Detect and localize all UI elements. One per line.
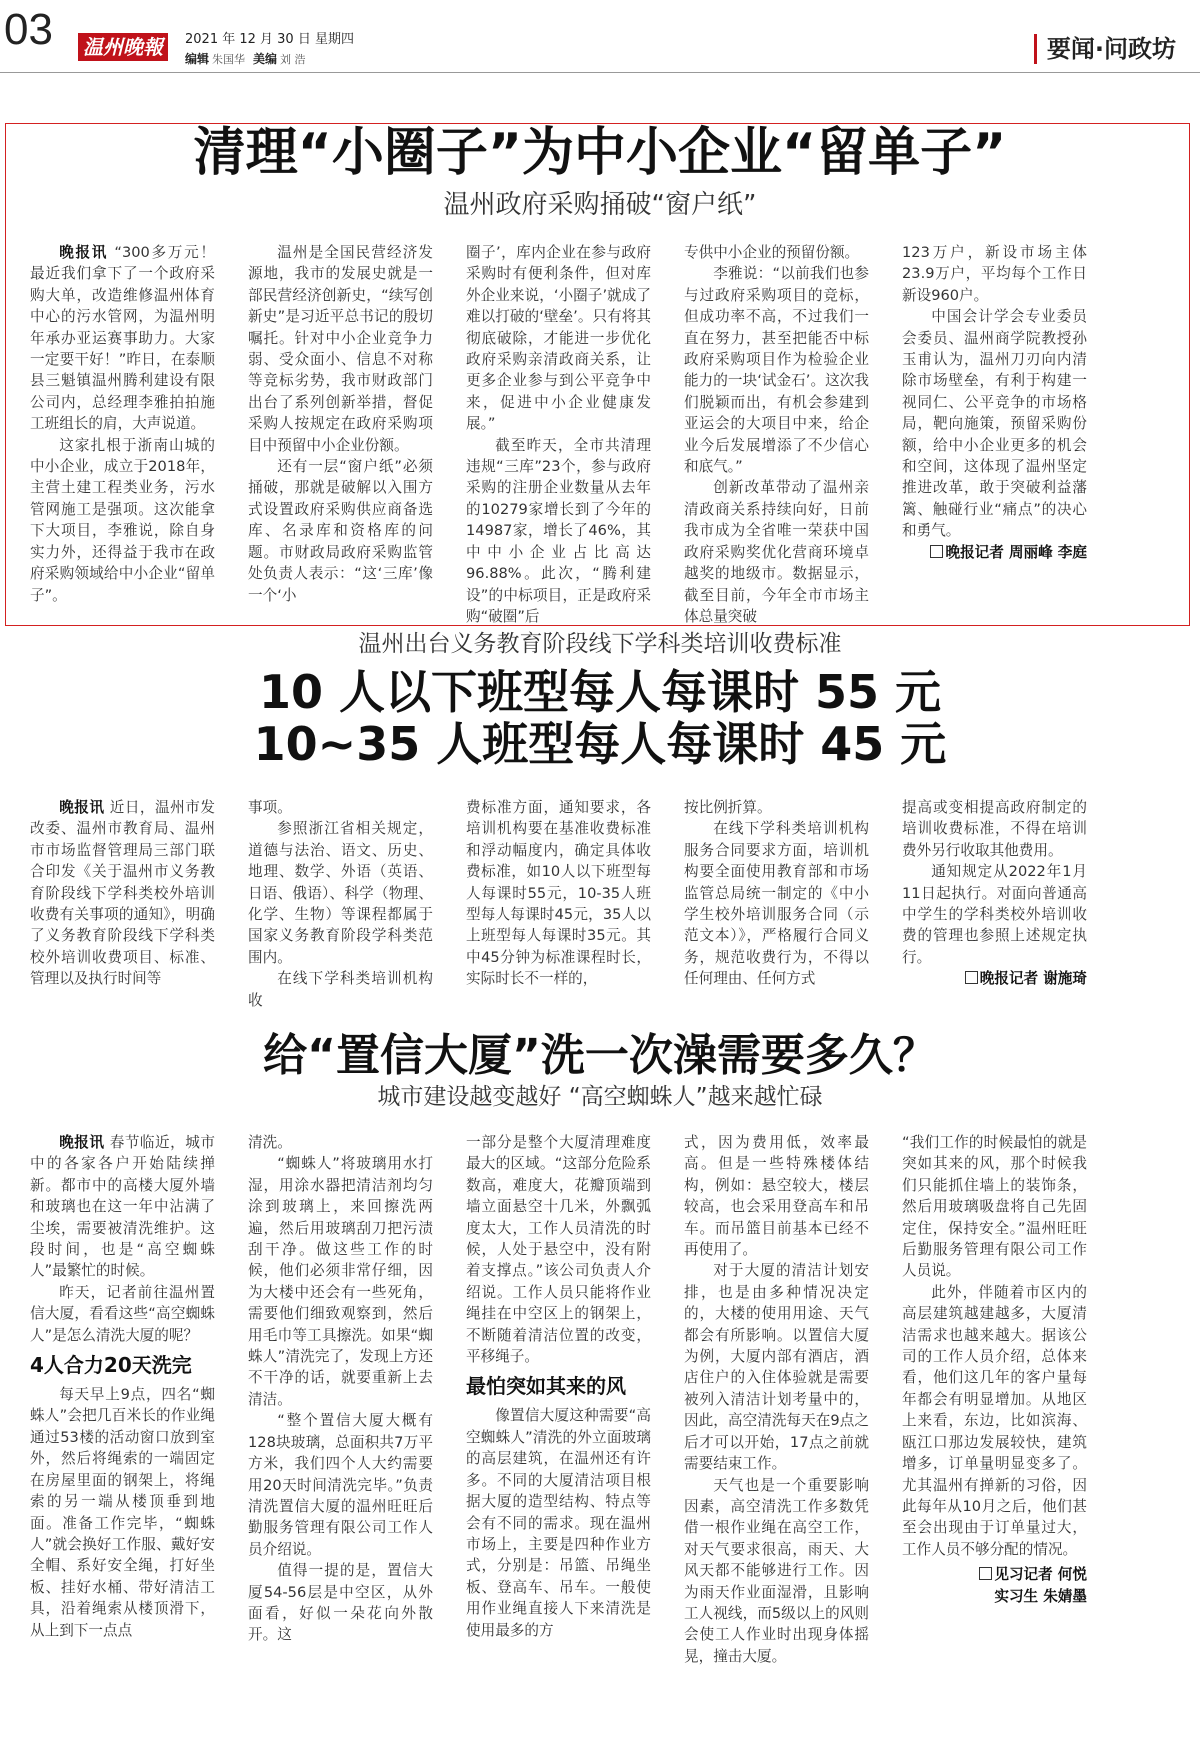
article3-paragraph	[30, 1282, 215, 1346]
paragraph-text: 一部分是整个大厦清理难度最大的区域。“这部分危险系数高，难度大，花瓣顶端到墙立面悬空十几米，外飘弧度太大，工作人员清洗的时候，人处于悬空中，没有附着支撑点。”该公司负责人介绍说。工作人员只能将作业绳挂在中空区上的钢架上，不断随着清洁位置的改变，平移绳子。	[466, 1134, 651, 1366]
page-number: 03	[4, 5, 53, 54]
article3-column-3	[466, 1132, 651, 1742]
article3-paragraph	[902, 1282, 1087, 1560]
article1-column-5-body	[902, 242, 1087, 542]
article2-column-5	[902, 797, 1087, 988]
article3-byline	[902, 1564, 1087, 1585]
article3-headline: 给“置信大厦”洗一次澡需要多久？	[263, 1030, 937, 1081]
article2-paragraph	[902, 861, 1087, 968]
paragraph-text: 截至昨天，全市共清理违规“三库”23个，参与政府采购的注册企业数量从去年的10279家增长到了今年的14987家，增长了46%，其中中小企业占比高达96.88%。此次，“腾利建设”的中标项目，正是政府采购“破圈”后	[466, 436, 651, 625]
article1-paragraph	[30, 435, 215, 606]
paragraph-text: 此外，伴随着市区内的高层建筑越建越多，大厦清洁需求也越来越大。据该公司的工作人员介绍，总体来看，他们这几年的客户量每年都会有明显增加。从地区上来看，东边，比如滨海、瓯江口那边发展较快，建筑增多，订单量明显变多了。尤其温州有掸新的习俗，因此每年从10月之后，他们甚至会出现由于订单量过大，工作人员不够分配的情况。	[902, 1283, 1087, 1558]
article3-paragraph	[248, 1560, 433, 1646]
paragraph-text: 通知规定从2022年1月11日起执行。对面向普通高中学生的学科类校外培训收费的管理也参照上述规定执行。	[902, 863, 1087, 966]
article1-paragraph	[684, 263, 869, 477]
paragraph-text: 值得一提的是，置信大厦54-56层是中空区，从外面看，好似一朵花向外散开。这	[248, 1562, 433, 1644]
article3-column-2	[248, 1132, 433, 1742]
article3-column-4	[684, 1132, 869, 1742]
article3-paragraph	[466, 1405, 651, 1640]
byline-mark-icon	[930, 545, 943, 558]
paragraph-text: “整个置信大厦大概有128块玻璃，总面积共7万平方米，我们四个人大约需要用20天时间清洗完毕。”负责清洗置信大厦的温州旺旺后勤服务管理有限公司工作人员介绍说。	[248, 1412, 433, 1558]
article2-column-5-body	[902, 797, 1087, 968]
article3-paragraph	[248, 1410, 433, 1560]
article2-paragraph	[248, 968, 433, 1011]
article2-headline-line1: 10 人以下班型每人每课时 55 元	[258, 665, 942, 719]
article2-paragraph	[248, 797, 433, 818]
paragraph-text: 近日，温州市发改委、温州市教育局、温州市市场监督管理局三部门联合印发《关于温州市义务教育阶段线下学科类校外培训收费有关事项的通知》，明确了义务教育阶段线下学科类校外培训收费项目、标准、管理以及执行时间等	[30, 799, 215, 988]
article3-paragraph	[30, 1132, 215, 1282]
article2-column-1	[30, 797, 215, 988]
masthead	[0, 0, 1200, 70]
paragraph-text: 在线下学科类培训机构服务合同要求方面，培训机构要全面使用教育部和市场监管总局统一制定的《中小学生校外培训服务合同（示范文本）》，严格履行合同义务，规范收费行为，不得以任何理由、任何方式	[684, 820, 869, 988]
article3-paragraph	[902, 1132, 1087, 1282]
paragraph-text: 费标准方面，通知要求，各培训机构要在基准收费标准和浮动幅度内，确定具体收费标准，如10人以下班型每人每课时55元，10-35人班型每人每课时45元，35人以上班型每人每课时35元。其中45分钟为标准课程时长，实际时长不一样的，	[466, 799, 651, 988]
article2-paragraph	[466, 797, 651, 990]
article3-column-5	[902, 1132, 1087, 1742]
masthead-divider	[0, 72, 1200, 73]
paragraph-text: “蜘蛛人”将玻璃用水打湿，用涂水器把清洁剂均匀涂到玻璃上，来回擦洗两遍，然后用玻璃刮刀把污渍刮干净。做这些工作的时候，他们必须非常仔细，因为大楼中还会有一些死角，需要他们细致观察到，然后用毛巾等工具擦洗。如果“蜘蛛人”清洗完了，发现上方还不干净的话，就要重新上去清洁。	[248, 1155, 433, 1408]
paragraph-text: 式，因为费用低，效率最高。但是一些特殊楼体结构，例如：悬空较大，楼层较高，也会采用登高车和吊车。而吊篮目前基本已经不再使用了。	[684, 1134, 869, 1259]
paragraph-text: 像置信大厦这种需要“高空蜘蛛人”清洗的外立面玻璃的高层建筑，在温州还有许多。不同的大厦清洁项目根据大厦的造型结构、特点等会有不同的需求。现在温州市场上，主要是四种作业方式，分别是：吊篮、吊绳坐板、登高车、吊车。一般使用作业绳直接人下来清洗是使用最多的方	[466, 1407, 651, 1639]
issue-date: 2021 年 12 月 30 日 星期四	[185, 32, 354, 47]
article1-column-4	[684, 242, 869, 625]
paragraph-text: 还有一层“窗户纸”必须捅破，那就是破解以入围方式设置政府采购供应商备选库、名录库和资格库的问题。市财政局政府采购监管处负责人表示：“这‘三库’像一个‘小	[248, 458, 433, 604]
article2-byline	[902, 968, 1087, 989]
article1-paragraph	[466, 242, 651, 435]
newspaper-logo: 温州晚報	[78, 33, 168, 61]
paragraph-text: 清洗。	[248, 1134, 292, 1151]
paragraph-text: 天气也是一个重要影响因素，高空清洗工作多数凭借一根作业绳在高空工作，对天气要求很高，雨天、大风天都不能够进行工作。因为雨天作业面湿滑，且影响工人视线，而5级以上的风则会使工人作业时出现身体摇晃，撞击大厦。	[684, 1476, 869, 1665]
article3-byline-2	[902, 1586, 1087, 1607]
paragraph-text: 昨天，记者前往温州置信大厦，看看这些“高空蜘蛛人”是怎么清洗大厦的呢？	[30, 1283, 215, 1344]
article3-paragraph	[466, 1132, 651, 1367]
byline-mark-icon	[965, 971, 978, 984]
paragraph-text: 123万户，新设市场主体23.9万户，平均每个工作日新设960户。	[902, 244, 1087, 304]
article2-paragraph	[30, 797, 215, 990]
article3-paragraph	[248, 1132, 433, 1153]
paragraph-text: 按比例折算。	[684, 799, 772, 816]
article3-subheadline: 城市建设越变越好 “高空蜘蛛人”越来越忙碌	[377, 1084, 823, 1110]
article2-headline-line2: 10~35 人班型每人每课时 45 元	[253, 717, 947, 771]
paragraph-text: 专供中小企业的预留份额。	[684, 244, 860, 261]
article2-column-2	[248, 797, 433, 1009]
article2-kicker: 温州出台义务教育阶段线下学科类培训收费标准	[358, 631, 842, 657]
dateline-lead: 晚报讯	[59, 799, 105, 816]
article1-paragraph	[30, 242, 215, 435]
article1-column-3	[466, 242, 651, 625]
article3-section-heading: 最怕突如其来的风	[466, 1374, 626, 1399]
dateline-lead: 晚报讯	[59, 244, 109, 261]
article1-paragraph	[248, 242, 433, 456]
article1-paragraph	[902, 306, 1087, 541]
article2-paragraph	[248, 818, 433, 968]
paragraph-text: 参照浙江省相关规定，道德与法治、语文、历史、地理、数学、外语（英语、日语、俄语）、科学（物理、化学、生物）等课程都属于国家义务教育阶段学科类范围内。	[248, 820, 433, 966]
article3-column-5-body	[902, 1132, 1087, 1560]
article1-headline: 清理“小圈子”为中小企业“留单子”	[193, 123, 1007, 183]
paragraph-text: “我们工作的时候最怕的就是突如其来的风，那个时候我们只能抓住墙上的装饰条，然后用玻璃吸盘将自己先固定住，保持安全。”温州旺旺后勤服务管理有限公司工作人员说。	[902, 1134, 1087, 1280]
article1-paragraph	[248, 456, 433, 606]
article1-paragraph	[466, 435, 651, 628]
paragraph-text: 事项。	[248, 799, 292, 816]
dateline-lead: 晚报讯	[59, 1134, 105, 1151]
article2-column-4	[684, 797, 869, 988]
editor-credits	[185, 52, 314, 67]
article1-column-5	[902, 242, 1087, 612]
paragraph-text: 温州是全国民营经济发源地，我市的发展史就是一部民营经济创新史，“续写创新史”是习近平总书记的殷切嘱托。针对中小企业竞争力弱、受众面小、信息不对称等竞标劣势，我市财政部门出台了系列创新举措，督促采购人按规定在政府采购项目中预留中小企业份额。	[248, 244, 433, 454]
article3-byline-line1: 见习记者 何悦	[994, 1566, 1087, 1584]
paragraph-text: 中国会计学会专业委员会委员、温州商学院教授孙玉甫认为，温州刀刃向内清除市场壁垒，有利于构建一视同仁、公平竞争的市场格局，靶向施策，预留采购份额，给中小企业更多的机会和空间，这体现了温州坚定推进改革，敢于突破利益藩篱、触碰行业“痛点”的决心和勇气。	[902, 308, 1087, 540]
article2-paragraph	[902, 797, 1087, 861]
editor-name: 朱国华	[212, 53, 246, 66]
paragraph-text: 提高或变相提高政府制定的培训收费标准，不得在培训费外另行收取其他费用。	[902, 799, 1087, 859]
article3-paragraph	[248, 1153, 433, 1410]
section-name: 要闻·问政坊	[1034, 34, 1176, 64]
article3-section-heading: 4人合力20天洗完	[30, 1353, 192, 1378]
paragraph-text: 每天早上9点，四名“蜘蛛人”会把几百米长的作业绳通过53楼的活动窗口放到室外，然后将绳索的一端固定在房屋里面的钢架上，将绳索的另一端从楼顶垂到地面。准备工作完毕，“蜘蛛人”就会换好工作服、戴好安全帽、系好安全绳，打好坐板、挂好水桶、带好清洁工具，沿着绳索从楼顶滑下，从上到下一点点	[30, 1386, 215, 1639]
article3-column-1	[30, 1132, 215, 1742]
paragraph-text: 在线下学科类培训机构收	[248, 970, 433, 1009]
paragraph-text: “300多万元！最近我们拿下了一个政府采购大单，改造维修温州体育中心的污水管网，为温州明年承办亚运赛事助力。大家一定要干好！”昨日，在泰顺县三魁镇温州腾利建设有限公司内，总经理李雅拍拍施工班组长的肩，大声说道。	[30, 244, 215, 433]
article3-paragraph	[684, 1132, 869, 1260]
article1-column-1	[30, 242, 215, 612]
paragraph-text: 李雅说：“以前我们也参与过政府采购项目的竞标，但成功率不高，不过我们一直在努力，甚至把能否中标政府采购项目作为检验企业能力的一块‘试金石’。这次我们脱颖而出，有机会参建到亚运会的大项目中来，给企业今后发展增添了不少信心和底气。”	[684, 265, 869, 476]
article1-byline	[902, 542, 1087, 563]
article2-paragraph	[684, 818, 869, 989]
article3-byline-line2: 实习生 朱婧墨	[994, 1587, 1087, 1605]
paragraph-text: 对于大厦的清洁计划安排，也是由多种情况决定的，大楼的使用用途、天气都会有所影响。以置信大厦为例，大厦内部有酒店，酒店住户的入住体验就是需要被列入清洁计划考量中的，因此，高空清洗每天在9点之后才可以开始，17点之前就需要结束工作。	[684, 1262, 869, 1473]
paragraph-text: 春节临近，城市中的各家各户开始陆续掸新。都市中的高楼大厦外墙和玻璃也在这一年中沾满了尘埃，需要被清洗维护。这段时间，也是“高空蜘蛛人”最繁忙的时候。	[30, 1134, 215, 1280]
article2-byline-text: 晚报记者 谢施琦	[979, 970, 1087, 988]
article2-column-3	[466, 797, 651, 988]
article1-paragraph	[684, 477, 869, 627]
byline-mark-icon	[979, 1567, 992, 1580]
article1-subheadline: 温州政府采购捅破“窗户纸”	[443, 190, 757, 220]
paragraph-text: 这家扎根于浙南山城的中小企业，成立于2018年，主营土建工程类业务，污水管网施工是强项。这次能拿下大项目，李雅说，除自身实力外，还得益于我市在政府采购领域给中小企业“留单子”。	[30, 436, 215, 604]
designer-label: 美编	[253, 52, 278, 66]
article3-paragraph	[684, 1260, 869, 1474]
paragraph-text: 创新改革带动了温州亲清政商关系持续向好，日前我市成为全省唯一荣获中国政府采购奖优化营商环境卓越奖的地级市。数据显示，截至目前，今年全市市场主体总量突破	[684, 479, 869, 625]
article3-paragraph	[30, 1384, 215, 1641]
article2-paragraph	[684, 797, 869, 818]
paragraph-text: 圈子’，库内企业在参与政府采购时有便利条件，但对库外企业来说，‘小圈子’就成了难以打破的‘壁垒’。只有将其彻底破除，才能进一步优化政府采购亲清政商关系，让更多企业参与到公平竞争中来，促进中小企业健康发展。”	[466, 244, 651, 433]
designer-name: 刘 浩	[280, 53, 306, 66]
article1-column-2	[248, 242, 433, 612]
article1-byline-text: 晚报记者 周丽峰 李庭	[945, 543, 1087, 561]
editor-label: 编辑	[185, 52, 210, 66]
article1-paragraph	[684, 242, 869, 263]
article3-paragraph	[684, 1475, 869, 1668]
article1-paragraph	[902, 242, 1087, 306]
